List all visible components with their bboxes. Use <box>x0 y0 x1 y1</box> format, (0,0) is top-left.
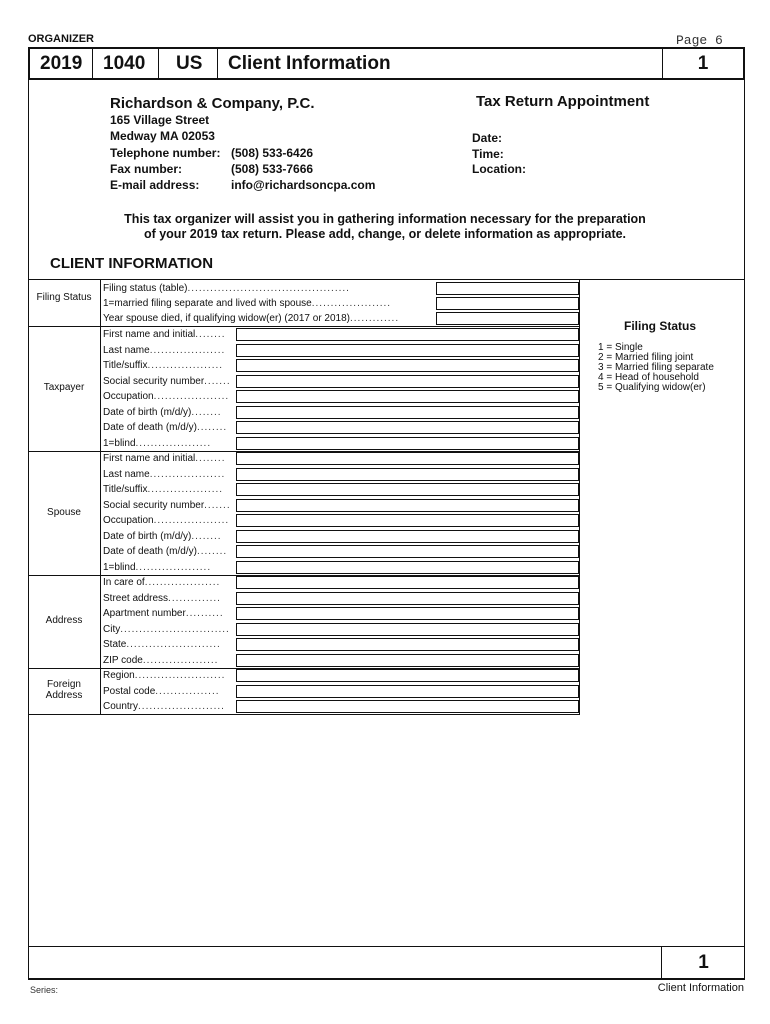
row-label: 1=blind.................... <box>103 438 212 449</box>
address-state-field[interactable] <box>236 638 579 651</box>
firm-city: Medway MA 02053 <box>110 129 215 143</box>
row-label: Postal code................. <box>103 686 220 697</box>
row-label: Last name.................... <box>103 345 226 356</box>
taxpayer-title-suffix-field[interactable] <box>236 359 579 372</box>
filing-status-field[interactable] <box>436 282 579 295</box>
spouse-dob-field[interactable] <box>236 530 579 543</box>
taxpayer-occupation-field[interactable] <box>236 390 579 403</box>
row-label: First name and initial........ <box>103 329 226 340</box>
row-label: Date of death (m/d/y)........ <box>103 422 228 433</box>
group-divider <box>28 326 580 327</box>
intro-text <box>60 212 710 242</box>
married-filing-separate-field[interactable] <box>436 297 579 310</box>
row-label: Date of birth (m/d/y)........ <box>103 407 222 418</box>
address-apartment-field[interactable] <box>236 607 579 620</box>
group-label-filing-status: Filing Status <box>36 292 92 303</box>
row-label: Social security number....... <box>103 376 231 387</box>
row-label: Occupation.................... <box>103 391 230 402</box>
group-label-spouse: Spouse <box>47 507 81 518</box>
row-label: Country....................... <box>103 701 225 712</box>
appointment-time: Time: <box>472 147 504 161</box>
row-label: Date of birth (m/d/y)........ <box>103 531 222 542</box>
table-top-border <box>28 279 745 280</box>
address-street-field[interactable] <box>236 592 579 605</box>
row-label: Year spouse died, if qualifying widow(er) (2017 or 2018)............. <box>103 313 400 324</box>
row-label: Street address.............. <box>103 593 221 604</box>
page-number: Page 6 <box>676 33 723 48</box>
row-label: Apartment number.......... <box>103 608 224 619</box>
row-label: First name and initial........ <box>103 453 226 464</box>
spouse-last-name-field[interactable] <box>236 468 579 481</box>
filing-status-legend-title: Filing Status <box>624 319 696 333</box>
group-label-taxpayer: Taxpayer <box>43 382 85 393</box>
label-column-divider <box>100 279 101 714</box>
footer-page-number: 1 <box>698 952 709 973</box>
year-spouse-died-field[interactable] <box>436 312 579 325</box>
filing-status-option: 4 = Head of household <box>598 372 699 383</box>
row-label: Date of death (m/d/y)........ <box>103 546 228 557</box>
form-bottom-border <box>28 978 745 980</box>
taxpayer-blind-field[interactable] <box>236 437 579 450</box>
row-label: Last name.................... <box>103 469 226 480</box>
fax-label: Fax number: <box>110 162 183 176</box>
intro-line-1: This tax organizer will assist you in gathering information necessary for the preparation <box>124 212 646 226</box>
header-year: 2019 <box>40 53 83 74</box>
telephone-label: Telephone number: <box>110 146 221 160</box>
row-label: Filing status (table)........................................... <box>103 283 350 294</box>
footer-divider <box>28 946 745 947</box>
footer-title: Client Information <box>657 982 744 994</box>
taxpayer-dod-field[interactable] <box>236 421 579 434</box>
telephone-value: (508) 533-6426 <box>231 146 314 160</box>
address-zip-field[interactable] <box>236 654 579 667</box>
taxpayer-last-name-field[interactable] <box>236 344 579 357</box>
row-label: 1=married filing separate and lived with spouse..................... <box>103 298 392 309</box>
spouse-occupation-field[interactable] <box>236 514 579 527</box>
firm-street: 165 Village Street <box>110 113 210 127</box>
organizer-label: ORGANIZER <box>28 33 94 45</box>
group-label-address: Address <box>45 615 83 626</box>
group-label-foreign-address: Foreign Address <box>45 679 83 701</box>
header-country: US <box>176 53 203 74</box>
spouse-dod-field[interactable] <box>236 545 579 558</box>
spouse-first-name-field[interactable] <box>236 452 579 465</box>
filing-status-option: 3 = Married filing separate <box>598 362 714 373</box>
taxpayer-dob-field[interactable] <box>236 406 579 419</box>
fax-value: (508) 533-7666 <box>231 162 314 176</box>
filing-status-option: 2 = Married filing joint <box>598 352 694 363</box>
appointment-date: Date: <box>472 131 503 145</box>
row-label: Social security number....... <box>103 500 231 511</box>
header-divider <box>217 49 218 78</box>
row-label: Title/suffix.................... <box>103 360 224 371</box>
email-label: E-mail address: <box>110 178 200 192</box>
row-label: In care of.................... <box>103 577 221 588</box>
filing-status-option: 5 = Qualifying widow(er) <box>598 382 706 393</box>
row-label: ZIP code.................... <box>103 655 219 666</box>
form-header <box>28 47 745 80</box>
spouse-blind-field[interactable] <box>236 561 579 574</box>
section-title: CLIENT INFORMATION <box>50 255 214 272</box>
taxpayer-ssn-field[interactable] <box>236 375 579 388</box>
address-city-field[interactable] <box>236 623 579 636</box>
foreign-country-field[interactable] <box>236 700 579 713</box>
filing-status-option: 1 = Single <box>598 342 643 353</box>
header-title: Client Information <box>228 53 391 74</box>
email-value: info@richardsoncpa.com <box>231 178 376 192</box>
address-in-care-of-field[interactable] <box>236 576 579 589</box>
header-form: 1040 <box>103 53 146 74</box>
spouse-ssn-field[interactable] <box>236 499 579 512</box>
row-label: Title/suffix.................... <box>103 484 224 495</box>
table-bottom-border <box>28 714 580 715</box>
header-number: 1 <box>697 53 709 74</box>
row-label: State......................... <box>103 639 221 650</box>
header-divider <box>158 49 159 78</box>
firm-name: Richardson & Company, P.C. <box>110 95 315 112</box>
row-label: Region........................ <box>103 670 226 681</box>
foreign-region-field[interactable] <box>236 669 579 682</box>
foreign-postal-code-field[interactable] <box>236 685 579 698</box>
row-label: 1=blind.................... <box>103 562 212 573</box>
spouse-title-suffix-field[interactable] <box>236 483 579 496</box>
appointment-title: Tax Return Appointment <box>476 93 650 110</box>
header-divider <box>92 49 93 78</box>
row-label: City............................. <box>103 624 230 635</box>
appointment-location: Location: <box>472 162 526 176</box>
series-label: Series: <box>30 985 59 995</box>
row-label: Occupation.................... <box>103 515 230 526</box>
taxpayer-first-name-field[interactable] <box>236 328 579 341</box>
intro-line-2: of your 2019 tax return. Please add, change, or delete information as appropriate. <box>143 227 627 241</box>
fields-right-border <box>579 279 580 714</box>
